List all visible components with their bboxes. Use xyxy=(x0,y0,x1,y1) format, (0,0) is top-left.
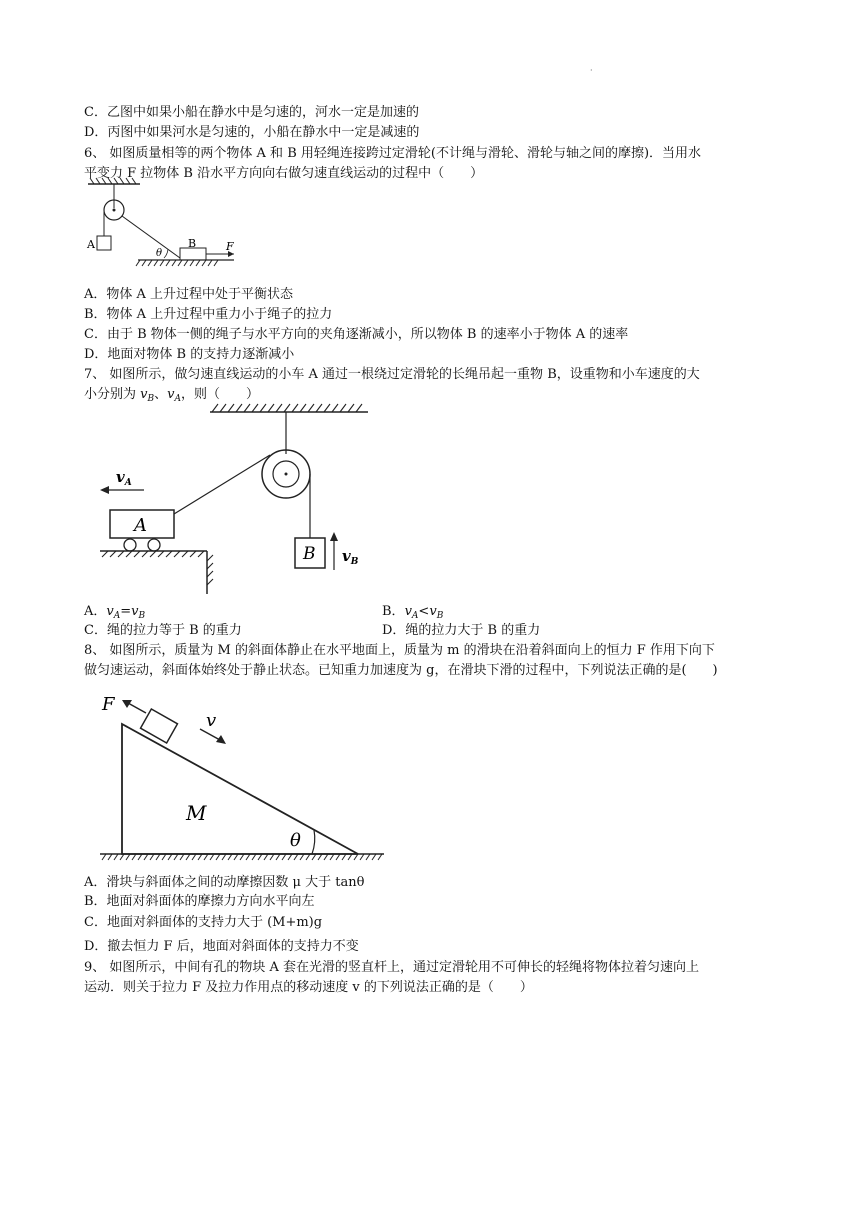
q6-figure xyxy=(84,182,254,282)
q5-option-d: D．丙图中如果河水是匀速的，小船在静水中一定是减速的 xyxy=(84,125,420,140)
q7-option-a: A．$v_A=v_B$ xyxy=(84,604,146,621)
page-mark: · xyxy=(590,66,593,75)
q6-option-d: D．地面对物体 B 的支持力逐渐减小 xyxy=(84,347,295,362)
q7-figure xyxy=(90,404,390,594)
q7-label-vb: $v_B$ xyxy=(342,547,359,567)
q6-label-a: A xyxy=(87,238,95,251)
q6-label-f: F xyxy=(226,240,234,253)
q7-option-d: D．绳的拉力大于 B 的重力 xyxy=(382,623,541,638)
q6-option-c: C．由于 B 物体一侧的绳子与水平方向的夹角逐渐减小，所以物体 B 的速率小于物体 A 的速率 xyxy=(84,327,629,342)
q8-label-m: M xyxy=(186,801,207,825)
q8-label-theta: θ xyxy=(290,830,301,851)
q6-label-theta: θ xyxy=(156,248,163,259)
q7-option-c: C．绳的拉力等于 B 的重力 xyxy=(84,623,242,638)
q8-option-d: D．撤去恒力 F 后，地面对斜面体的支持力不变 xyxy=(84,939,359,954)
q7-label-b: B xyxy=(303,544,316,564)
q8-figure xyxy=(96,688,396,868)
q7-option-b: B．$v_A<v_B$ xyxy=(382,604,444,621)
q6-option-b: B．物体 A 上升过程中重力小于绳子的拉力 xyxy=(84,307,333,322)
q8-label-f: F xyxy=(102,694,115,715)
q9-stem-line2: 运动．则关于拉力 F 及拉力作用点的移动速度 v 的下列说法正确的是（ ） xyxy=(84,980,533,995)
q6-label-b: B xyxy=(188,237,197,250)
q7-stem-line2: 小分别为 $v_B$、$v_A$，则（ ） xyxy=(84,387,260,404)
q8-option-a: A．滑块与斜面体之间的动摩擦因数 μ 大于 tanθ xyxy=(84,875,365,890)
q9-stem-line1: 9、 如图所示，中间有孔的物块 A 套在光滑的竖直杆上，通过定滑轮用不可伸长的轻绳将物体拉着匀速向上 xyxy=(84,960,700,975)
q5-option-c: C．乙图中如果小船在静水中是匀速的，河水一定是加速的 xyxy=(84,105,419,120)
q6-option-a: A．物体 A 上升过程中处于平衡状态 xyxy=(84,287,294,302)
q8-option-c: C．地面对斜面体的支持力大于 (M+m)g xyxy=(84,915,323,930)
q8-stem-line2: 做匀速运动，斜面体始终处于静止状态。已知重力加速度为 g，在滑块下滑的过程中，下列说法正确的是( ) xyxy=(84,663,718,678)
q6-stem-line1: 6、 如图质量相等的两个物体 A 和 B 用轻绳连接跨过定滑轮(不计绳与滑轮、滑轮与轴之间的摩擦)．当用水 xyxy=(84,146,702,161)
q7-label-a: A xyxy=(134,515,147,536)
q6-stem-line2: 平变力 F 拉物体 B 沿水平方向向右做匀速直线运动的过程中（ ） xyxy=(84,166,484,181)
q8-option-b: B．地面对斜面体的摩擦力方向水平向左 xyxy=(84,894,315,909)
q7-stem-line1: 7、 如图所示，做匀速直线运动的小车 A 通过一根绕过定滑轮的长绳吊起一重物 B，设重物和小车速度的大 xyxy=(84,367,700,382)
q7-label-va: $v_A$ xyxy=(116,468,132,488)
q8-stem-line1: 8、 如图所示，质量为 M 的斜面体静止在水平地面上，质量为 m 的滑块在沿着斜面向上的恒力 F 作用下向下 xyxy=(84,643,715,658)
q8-label-v: v xyxy=(206,710,217,731)
